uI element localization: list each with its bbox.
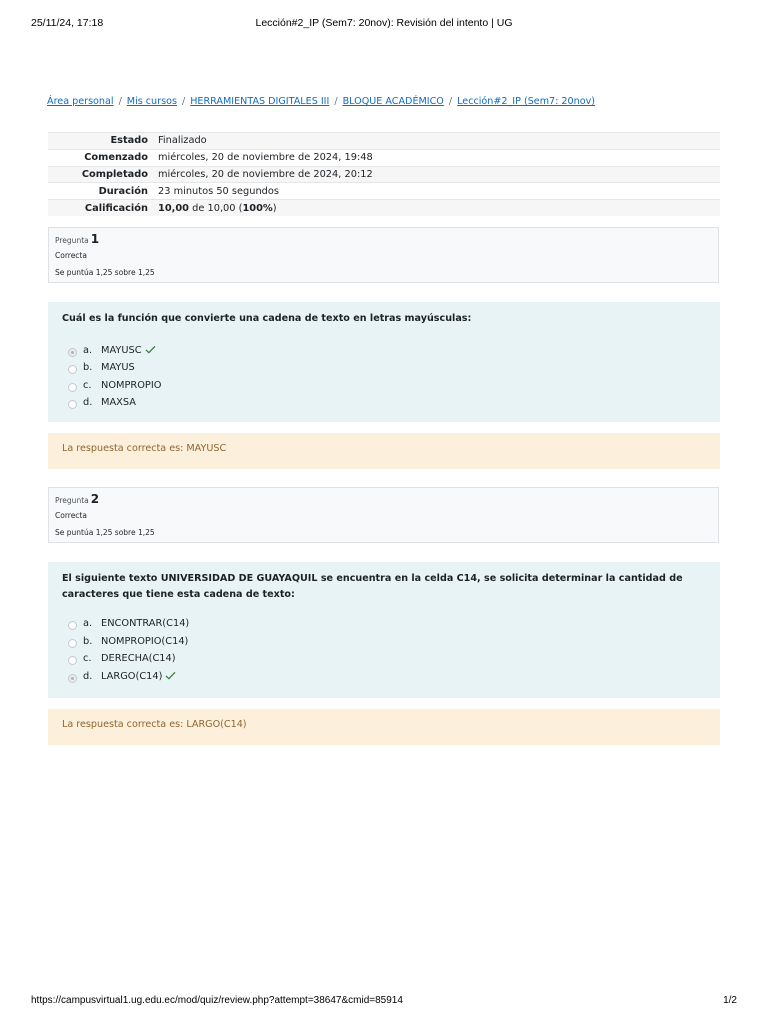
answer-option-b (62, 636, 706, 654)
question-formulation-1 (48, 302, 720, 422)
grade-of: de 10,00 ( (189, 202, 243, 214)
question-number (55, 232, 99, 246)
summary-value: miércoles, 20 de noviembre de 2024, 20:12 (158, 166, 720, 183)
question-grade: Se puntúa 1,25 sobre 1,25 (55, 528, 155, 537)
answer-letter: d. (83, 670, 93, 682)
breadcrumb-separator: / (181, 96, 186, 107)
print-page-number: 1/2 (723, 995, 737, 1006)
summary-value: 23 minutos 50 segundos (158, 183, 720, 200)
answer-option-a (62, 618, 706, 636)
answer-letter: b. (83, 635, 93, 647)
answer-text: NOMPROPIO (101, 379, 162, 391)
answer-option-a (62, 345, 706, 363)
answer-letter: a. (83, 618, 93, 629)
question-grade: Se puntúa 1,25 sobre 1,25 (55, 268, 155, 277)
breadcrumb-separator: / (334, 96, 338, 107)
answer-list (62, 345, 706, 415)
question-text: Cuál es la función que convierte una cadena de texto en letras mayúsculas: (62, 313, 472, 324)
answer-text: ENCONTRAR(C14) (101, 618, 190, 629)
breadcrumb (47, 96, 727, 107)
question-state: Correcta (55, 251, 87, 260)
breadcrumb-separator: / (118, 96, 122, 107)
answer-option-d (62, 671, 706, 689)
summary-label: Estado (48, 133, 158, 150)
answer-letter: d. (83, 397, 93, 408)
correct-check-icon (145, 345, 156, 354)
answer-radio[interactable] (68, 674, 77, 683)
print-header (31, 17, 737, 31)
summary-label: Duración (48, 183, 158, 200)
question-state: Correcta (55, 511, 87, 520)
answer-text: NOMPROPIO(C14) (101, 635, 189, 647)
question-prefix: Pregunta (55, 496, 89, 505)
answer-text-wrap (101, 345, 156, 356)
summary-label: Comenzado (48, 149, 158, 166)
summary-label: Calificación (48, 200, 158, 217)
answer-radio[interactable] (68, 365, 77, 374)
answer-radio[interactable] (68, 348, 77, 357)
summary-row-completado (48, 166, 720, 183)
question-number (55, 492, 99, 506)
answer-option-b (62, 362, 706, 380)
answer-radio[interactable] (68, 383, 77, 392)
question-info-1 (48, 227, 719, 283)
correct-check-icon (165, 671, 176, 680)
grade-close: ) (272, 202, 277, 214)
answer-letter: c. (83, 379, 92, 391)
answer-text: LARGO(C14) (101, 670, 163, 682)
answer-option-c (62, 653, 706, 671)
question-feedback-2: La respuesta correcta es: LARGO(C14) (48, 709, 720, 745)
answer-text: MAYUSC (101, 344, 142, 356)
breadcrumb-separator: / (448, 96, 453, 107)
print-url: https://campusvirtual1.ug.edu.ec/mod/quiz/review.php?attempt=38647&cmid=85914 (31, 995, 403, 1006)
summary-label: Completado (48, 166, 158, 183)
question-text: El siguiente texto UNIVERSIDAD DE GUAYAQUIL se encuentra en la celda C14, se solicita determinar la cantidad de caracteres que tiene esta cadena de texto: (62, 573, 683, 600)
breadcrumb-item-area-personal[interactable]: Área personal (47, 96, 114, 107)
summary-value: Finalizado (158, 133, 720, 150)
answer-text: MAYUS (101, 362, 135, 373)
question-feedback-1: La respuesta correcta es: MAYUSC (48, 433, 720, 469)
answer-text-wrap (101, 671, 176, 682)
summary-row-calificacion (48, 200, 720, 217)
question-number-value: 1 (90, 232, 100, 246)
answer-radio[interactable] (68, 656, 77, 665)
answer-radio[interactable] (68, 621, 77, 630)
print-footer (31, 995, 737, 1009)
answer-letter: a. (83, 344, 93, 356)
answer-option-c (62, 380, 706, 398)
question-number-value: 2 (90, 492, 100, 506)
answer-text: DERECHA(C14) (101, 653, 176, 664)
question-prefix: Pregunta (55, 236, 89, 245)
breadcrumb-item-course[interactable]: HERRAMIENTAS DIGITALES III (190, 96, 330, 107)
summary-value: miércoles, 20 de noviembre de 2024, 19:48 (158, 149, 720, 166)
answer-text: MAXSA (101, 397, 136, 408)
summary-row-duracion (48, 183, 720, 200)
question-formulation-2 (48, 562, 720, 698)
breadcrumb-item-mis-cursos[interactable]: Mis cursos (126, 96, 177, 107)
answer-radio[interactable] (68, 639, 77, 648)
answer-radio[interactable] (68, 400, 77, 409)
summary-value (158, 200, 720, 217)
summary-row-estado (48, 133, 720, 150)
answer-letter: c. (83, 653, 92, 664)
answer-list (62, 618, 706, 688)
grade-percent: 100% (242, 202, 273, 214)
grade-score: 10,00 (158, 202, 189, 214)
summary-row-comenzado (48, 149, 720, 166)
breadcrumb-item-section[interactable]: BLOQUE ACADÉMICO (342, 96, 444, 107)
answer-option-d (62, 397, 706, 415)
question-info-2 (48, 487, 719, 543)
attempt-summary-table (48, 132, 720, 216)
print-date: 25/11/24, 17:18 (31, 17, 104, 29)
breadcrumb-item-quiz[interactable]: Lección#2_IP (Sem7: 20nov) (457, 96, 596, 107)
answer-letter: b. (83, 362, 93, 373)
print-title: Lección#2_IP (Sem7: 20nov): Revisión del intento | UG (255, 17, 513, 29)
